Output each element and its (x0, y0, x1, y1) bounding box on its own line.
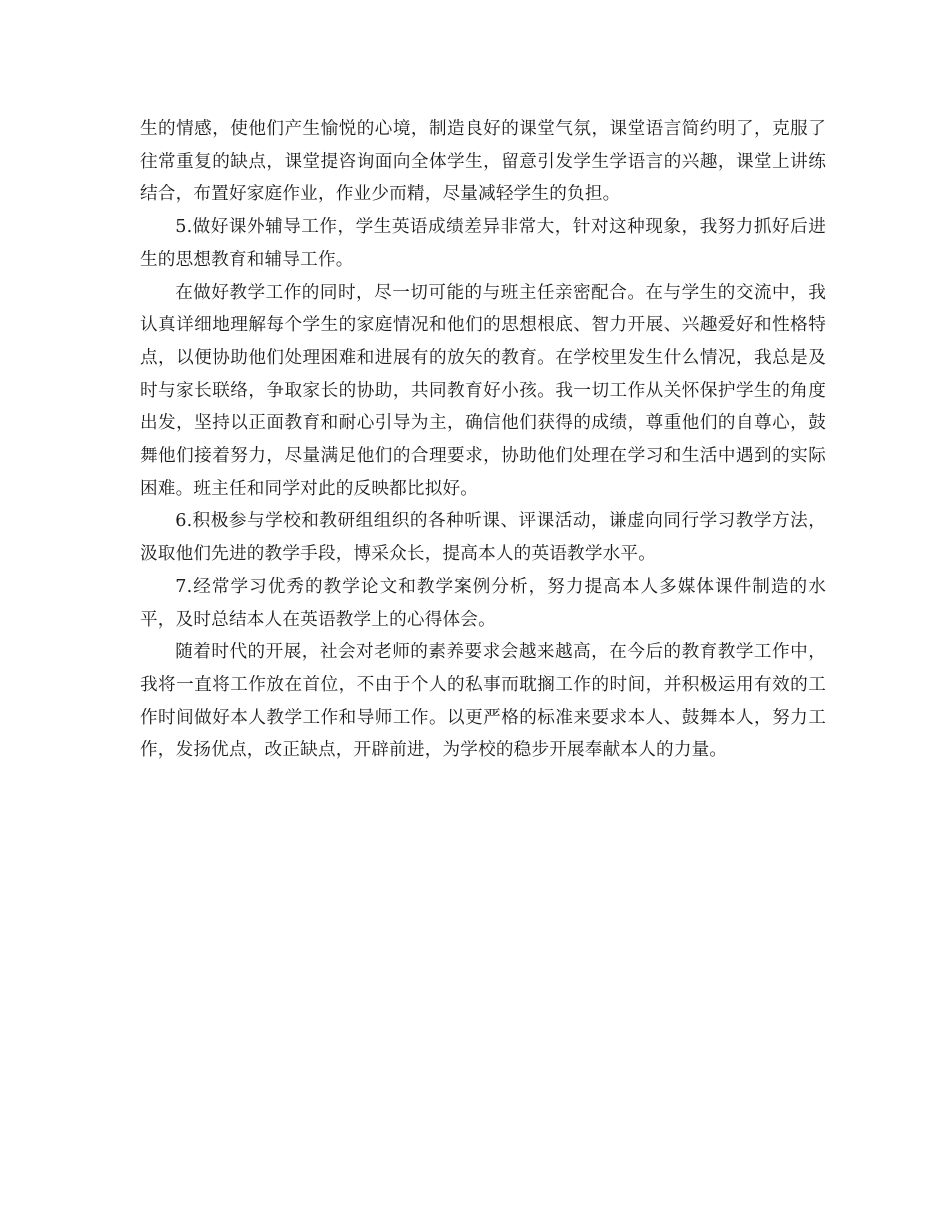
paragraph-item-6: 6.积极参与学校和教研组组织的各种听课、评课活动，谦虚向同行学习教学方法，汲取他们先进的教学手段，博采众长，提高本人的英语教学水平。 (140, 511, 826, 565)
document-body (140, 113, 826, 767)
paragraph-item-7: 7.经常学习优秀的教学论文和教学案例分析，努力提高本人多媒体课件制造的水平，及时总结本人在英语教学上的心得体会。 (140, 576, 826, 630)
paragraph-continuation: 生的情感，使他们产生愉悦的心境，制造良好的课堂气氛，课堂语言简约明了，克服了往常重复的缺点，课堂提咨询面向全体学生，留意引发学生学语言的兴趣，课堂上讲练结合，布置好家庭作业，作业少而精，尽量减轻学生的负担。 (140, 119, 826, 205)
paragraph-cooperation: 在做好教学工作的同时，尽一切可能的与班主任亲密配合。在与学生的交流中，我认真详细地理解每个学生的家庭情况和他们的思想根底、智力开展、兴趣爱好和性格特点，以便协助他们处理困难和进展有的放矢的教育。在学校里发生什么情况，我总是及时与家长联络，争取家长的协助，共同教育好小孩。我一切工作从关怀保护学生的角度出发，坚持以正面教育和耐心引导为主，确信他们获得的成绩，尊重他们的自尊心，鼓舞他们接着努力，尽量满足他们的合理要求，协助他们处理在学习和生活中遇到的实际困难。班主任和同学对此的反映都比拟好。 (140, 282, 826, 499)
paragraph-item-5: 5.做好课外辅导工作，学生英语成绩差异非常大，针对这种现象，我努力抓好后进生的思想教育和辅导工作。 (140, 217, 826, 270)
paragraph-conclusion: 随着时代的开展，社会对老师的素养要求会越来越高，在今后的教育教学工作中，我将一直将工作放在首位，不由于个人的私事而耽搁工作的时间，并积极运用有效的工作时间做好本人教学工作和导师工作。以更严格的标准来要求本人、鼓舞本人，努力工作，发扬优点，改正缺点，开辟前进，为学校的稳步开展奉献本人的力量。 (140, 642, 826, 761)
